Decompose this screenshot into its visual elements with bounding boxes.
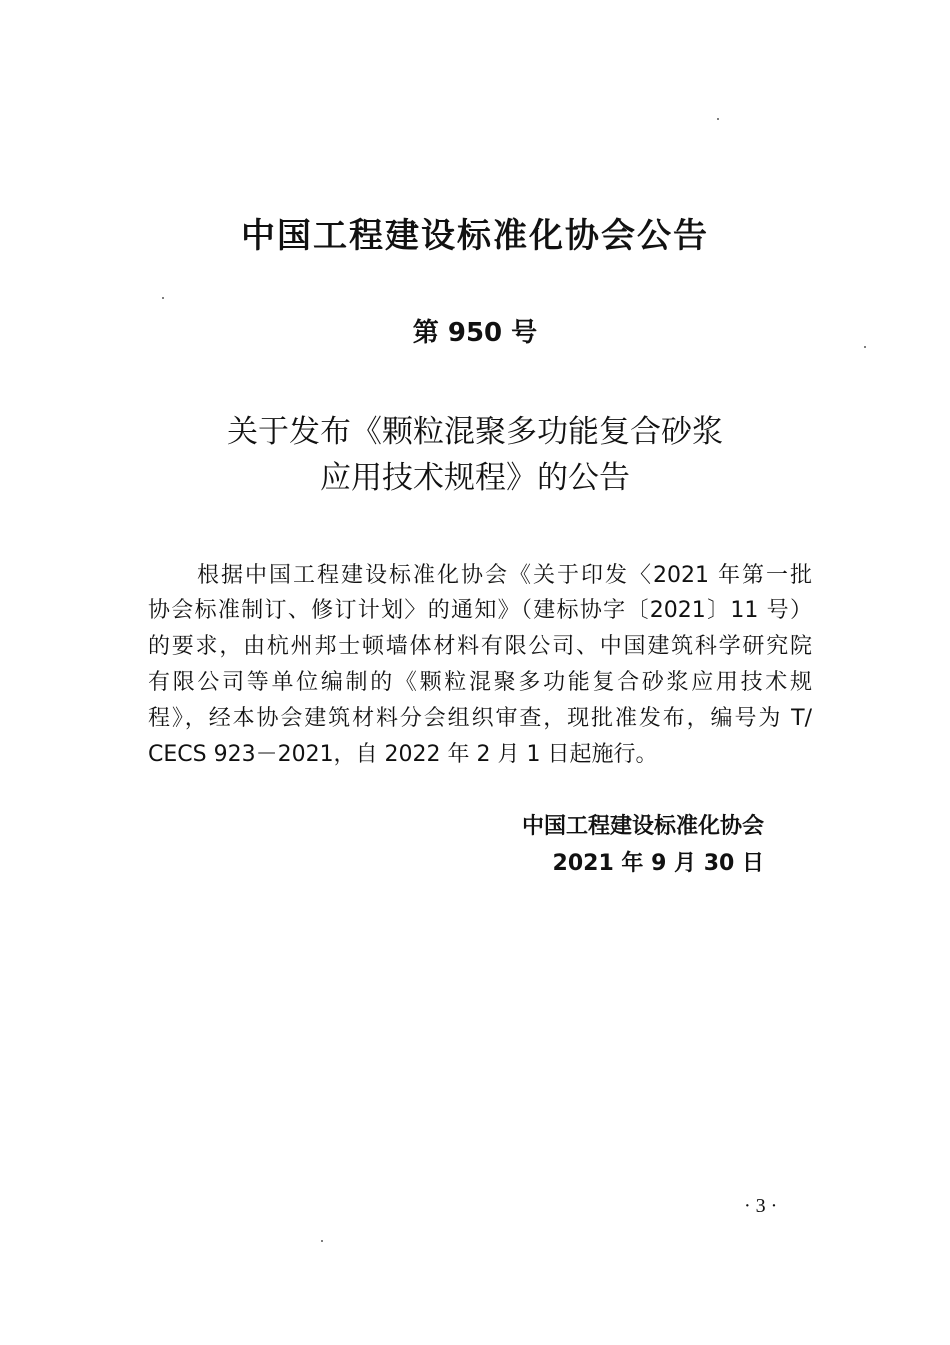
body-line: CECS 923－2021，自 2022 年 2 月 1 日起施行。 bbox=[148, 742, 658, 767]
organization-title: 中国工程建设标准化协会公告 bbox=[241, 216, 709, 256]
signature-date: 2021 年 9 月 30 日 bbox=[552, 851, 764, 876]
body-line: 程》，经本协会建筑材料分会组织审查，现批准发布，编号为 T/ bbox=[148, 706, 812, 731]
scan-speck bbox=[717, 118, 719, 120]
body-line: 根据中国工程建设标准化协会《关于印发〈2021 年第一批 bbox=[197, 563, 812, 588]
scan-speck bbox=[162, 297, 164, 299]
scan-speck bbox=[321, 1240, 323, 1242]
body-line: 有限公司等单位编制的《颗粒混聚多功能复合砂浆应用技术规 bbox=[148, 670, 812, 695]
subject-line-1: 关于发布《颗粒混聚多功能复合砂浆 bbox=[227, 414, 723, 450]
announcement-number: 第 950 号 bbox=[412, 318, 538, 348]
subject-line-2: 应用技术规程》的公告 bbox=[320, 460, 630, 496]
page-number: · 3 · bbox=[744, 1195, 778, 1217]
signature-organization: 中国工程建设标准化协会 bbox=[521, 814, 764, 839]
body-line: 协会标准制订、修订计划〉的通知》（建标协字〔2021〕11 号） bbox=[148, 598, 812, 623]
body-line: 的要求，由杭州邦士顿墙体材料有限公司、中国建筑科学研究院 bbox=[148, 634, 812, 659]
scan-speck bbox=[864, 346, 866, 348]
